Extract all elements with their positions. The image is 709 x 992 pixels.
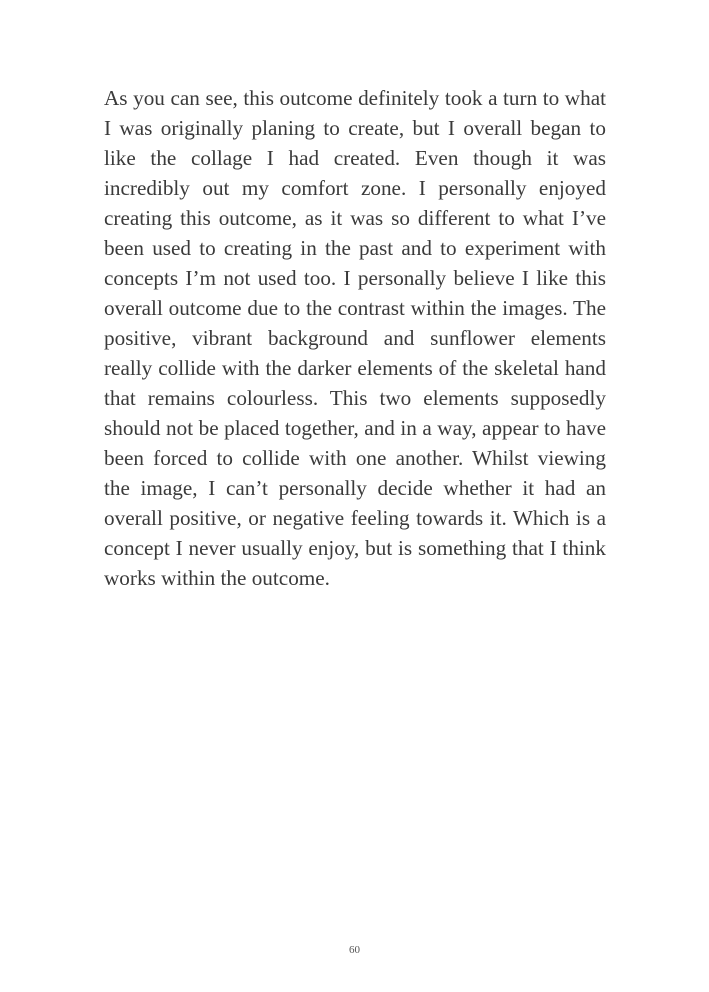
page-number: 60 [349,944,360,956]
body-paragraph: As you can see, this outcome definitely took a turn to what I was originally planing to create, but I overall began to like the collage I had created. Even though it was incredibly out my comfort zone. I personally enjoyed creating this outcome, as it was so different to what I’ve been used to creating in the past and to experiment with concepts I’m not used too. I personally believe I like this overall outcome due to the contrast within the images. The positive, vibrant background and sunflower elements really collide with the darker elements of the skeletal hand that remains colourless. This two elements supposedly should not be placed together, and in a way, appear to have been forced to collide with one another. Whilst viewing the image, I can’t personally decide whether it had an overall positive, or negative feeling towards it. Which is a concept I never usually enjoy, but is something that I think works within the outcome. [104,86,606,590]
